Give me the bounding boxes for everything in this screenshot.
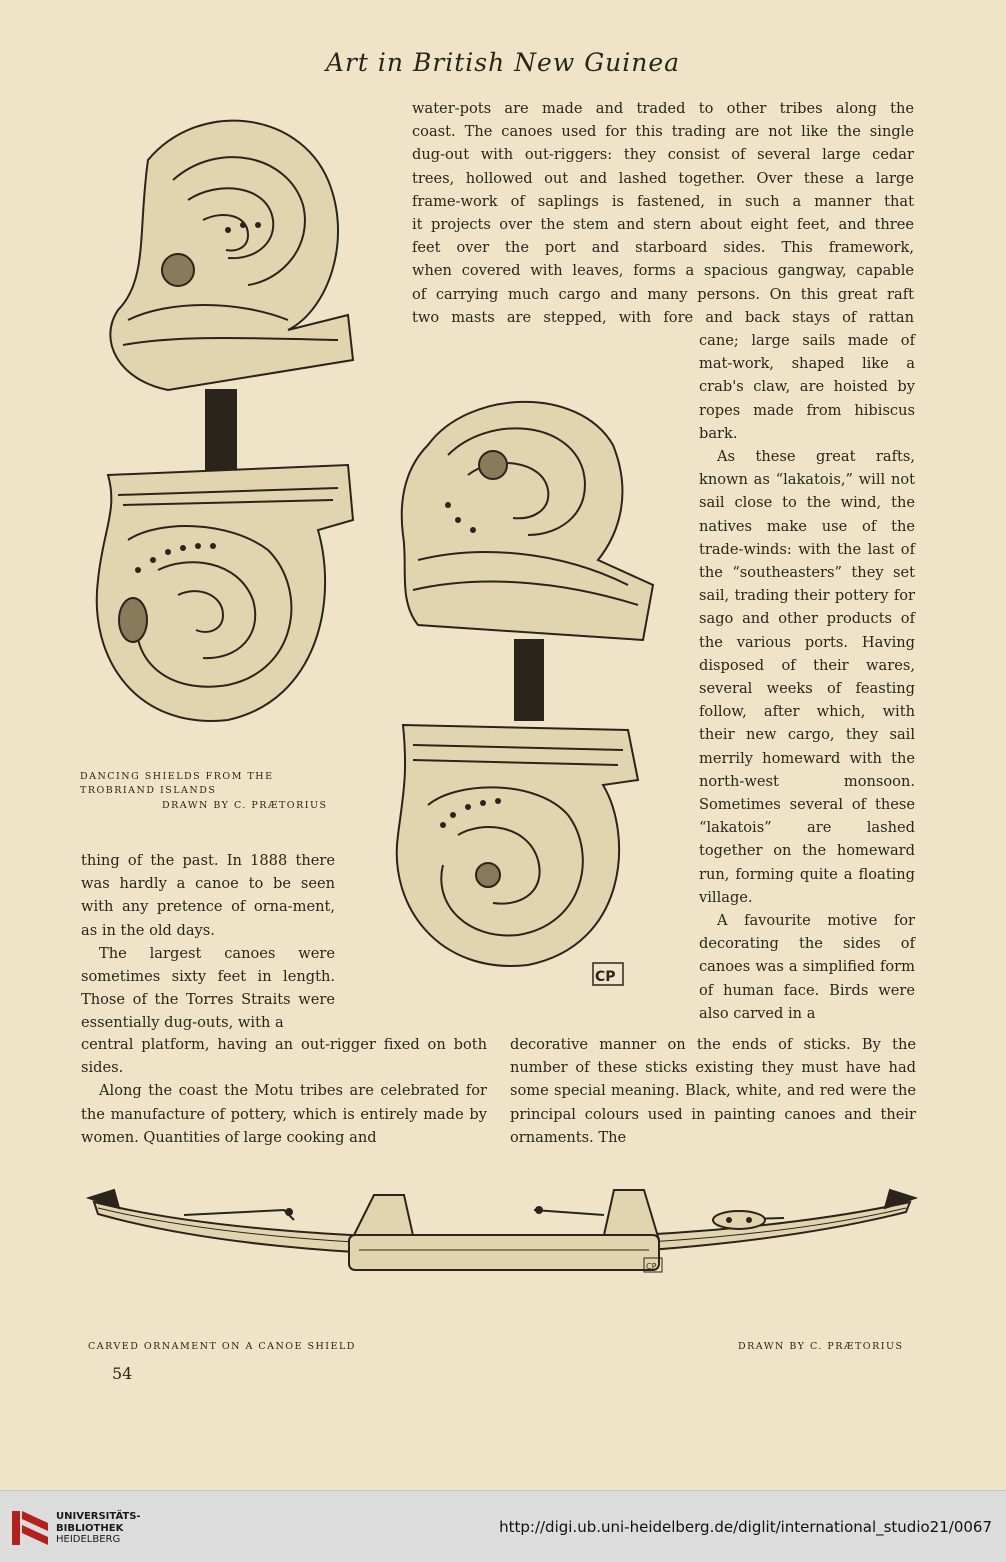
page-number: 54 — [112, 1364, 133, 1383]
text-line: of carrying much cargo and many persons. On this great raft — [412, 285, 914, 303]
canoe-caption-credit: DRAWN BY C. PRÆTORIUS — [738, 1341, 904, 1352]
source-url-link[interactable]: http://digi.ub.uni-heidelberg.de/diglit/international_studio21/0067 — [499, 1518, 992, 1536]
narrow-column-text — [699, 329, 915, 1025]
left-column-bottom-text — [81, 1033, 487, 1149]
paragraph: decorative manner on the ends of sticks. By the number of these sticks existing they must have had some special meaning. Black, white, and red were the principal colours used in painting canoes and their ornaments. The — [510, 1036, 916, 1146]
university-name — [56, 1511, 141, 1546]
university-logo-icon — [10, 1509, 50, 1547]
university-line3: HEIDELBERG — [56, 1534, 121, 1545]
canoe-ornament-illustration — [84, 1180, 920, 1310]
paragraph: A favourite motive for decorating the sides of canoes was a simplified form of human face. Birds were also carved in a — [699, 912, 915, 1022]
left-column-text — [81, 849, 335, 1035]
text-line: coast. The canoes used for this trading are not like the single — [412, 123, 914, 141]
paragraph: thing of the past. In 1888 there was hardly a canoe to be seen with any pretence of orna-ment, as in the old days. — [81, 852, 335, 939]
shield-monogram: CP — [595, 969, 616, 985]
university-line1: UNIVERSITÄTS- — [56, 1511, 141, 1522]
paragraph: central platform, having an out-rigger fixed on both sides. — [81, 1036, 487, 1077]
text-line: dug-out with out-riggers: they consist of several large cedar — [412, 146, 914, 164]
dancing-shield-right-illustration — [388, 385, 688, 1005]
text-line: when covered with leaves, forms a spacious gangway, capable — [412, 262, 914, 280]
canoe-caption: CARVED ORNAMENT ON A CANOE SHIELD — [88, 1341, 356, 1352]
paragraph: Along the coast the Motu tribes are celebrated for the manufacture of pottery, which is entirely made by women. Quantities of large cooking and — [81, 1082, 487, 1146]
right-column-bottom-text — [510, 1033, 916, 1149]
text-line: feet over the port and starboard sides. This framework, — [412, 239, 914, 257]
text-line: water-pots are made and traded to other tribes along the — [412, 100, 914, 117]
text-line: frame-work of saplings is fastened, in such a manner that — [412, 192, 914, 210]
shields-caption-line2: TROBRIAND ISLANDS — [80, 785, 217, 796]
paragraph: The largest canoes were sometimes sixty feet in length. Those of the Torres Straits were essentially dug-outs, with a — [81, 944, 335, 1032]
shields-caption-credit: DRAWN BY C. PRÆTORIUS — [162, 800, 328, 811]
footer-bar — [0, 1490, 1006, 1562]
paragraph: cane; large sails made of mat-work, shaped like a crab's claw, are hoisted by ropes made from hibiscus bark. — [699, 332, 915, 442]
university-line2: BIBLIOTHEK — [56, 1522, 124, 1534]
page-title: Art in British New Guinea — [325, 48, 681, 77]
text-line: it projects over the stem and stern about eight feet, and three — [412, 216, 914, 234]
paragraph: As these great rafts, known as “lakatois,” will not sail close to the wind, the natives make use of the trade-winds: with the last of the “southeasters” they set sail, trading their pottery for sago and other products of the various ports. Having disposed of their wares, several weeks of feasting follow, after which, with their new cargo, they sail merrily homeward with the north-west monsoon. Sometimes several of these “lakatois” are lashed together on the homeward run, forming quite a floating village. — [699, 448, 915, 906]
canoe-monogram: CP — [646, 1262, 657, 1271]
right-column-top-text — [412, 97, 914, 329]
shields-caption-line1: DANCING SHIELDS FROM THE — [80, 771, 274, 782]
text-line: trees, hollowed out and lashed together. Over these a large — [412, 169, 914, 187]
dancing-shield-left-illustration — [78, 100, 368, 760]
text-line: two masts are stepped, with fore and back stays of rattan — [412, 308, 914, 326]
